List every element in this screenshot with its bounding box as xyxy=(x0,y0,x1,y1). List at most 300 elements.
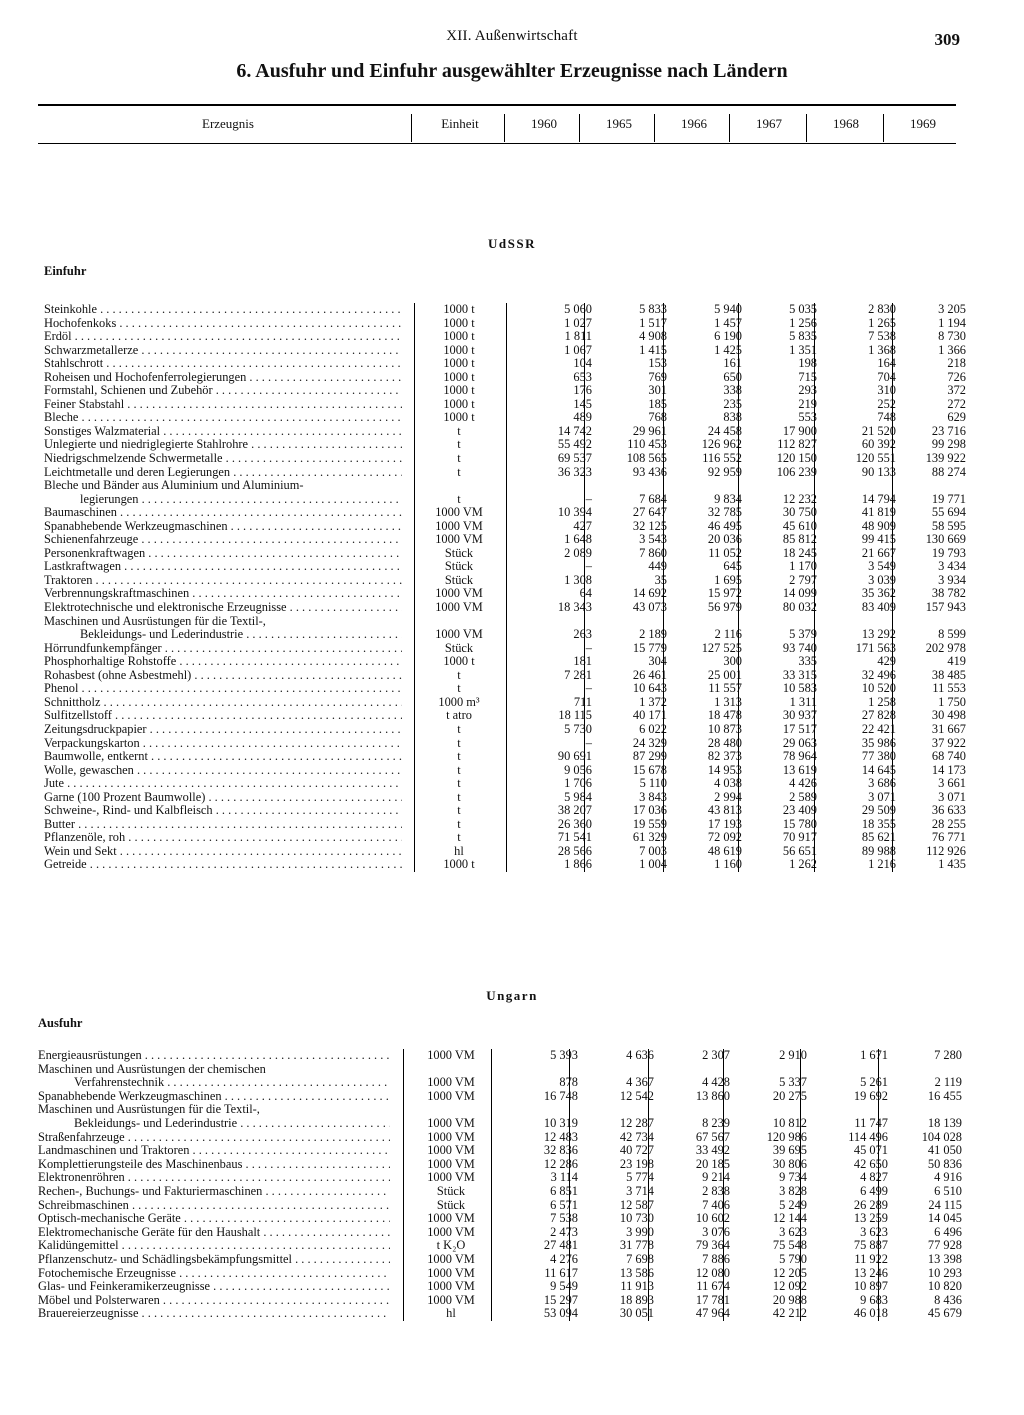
row-value-1969: 14 173 xyxy=(931,762,966,777)
row-value-1967: 12 092 xyxy=(772,1279,807,1294)
row-value-1967: 553 xyxy=(798,410,817,425)
row-label xyxy=(44,371,402,385)
header-divider xyxy=(729,114,730,142)
column-divider xyxy=(723,1049,724,1321)
row-value-1965: 108 565 xyxy=(626,451,667,466)
row-label xyxy=(44,411,402,425)
row-unit: Stück xyxy=(444,640,474,655)
row-label-text: Formstahl, Schienen und Zubehör xyxy=(44,384,213,398)
row-value-1968: 35 362 xyxy=(861,586,896,601)
row-label xyxy=(80,628,402,642)
row-value-1969: 1 435 xyxy=(938,857,966,872)
row-value-1966: 46 495 xyxy=(707,518,742,533)
row-value-1968: 89 988 xyxy=(861,843,896,858)
row-value-1969: 202 978 xyxy=(925,640,966,655)
row-value-1969: 272 xyxy=(947,396,966,411)
table-row xyxy=(44,520,964,534)
row-value-1969: 50 836 xyxy=(927,1156,962,1171)
row-value-1968: 3 071 xyxy=(868,789,896,804)
row-value-1969: 218 xyxy=(947,356,966,371)
row-label xyxy=(44,547,402,561)
row-value-1969: 41 050 xyxy=(927,1143,962,1158)
row-label xyxy=(38,1090,390,1104)
row-value-1960: – xyxy=(585,681,592,696)
row-value-1969: 36 633 xyxy=(931,803,966,818)
row-value-1969: 30 498 xyxy=(931,708,966,723)
table-row xyxy=(38,1171,964,1185)
row-unit: hl xyxy=(454,843,464,858)
row-value-1966: 6 190 xyxy=(714,329,742,344)
row-label xyxy=(44,303,402,317)
row-value-1968: 48 909 xyxy=(861,518,896,533)
row-value-1960: 18 343 xyxy=(557,600,592,615)
column-divider xyxy=(414,303,415,872)
row-value-1967: 5 035 xyxy=(789,302,817,316)
row-value-1967: 18 245 xyxy=(782,545,817,560)
row-label-text: Glas- und Feinkeramikerzeugnisse xyxy=(38,1280,211,1294)
row-value-1966: 650 xyxy=(723,369,742,384)
row-value-1960: 4 276 xyxy=(550,1251,578,1266)
row-value-1960: 145 xyxy=(573,396,592,411)
row-value-1960: 1 027 xyxy=(564,315,592,330)
row-value-1965: 15 678 xyxy=(632,762,667,777)
row-value-1966: 116 552 xyxy=(702,451,742,466)
table-row xyxy=(44,371,964,385)
row-value-1969: 130 669 xyxy=(925,532,966,547)
row-label xyxy=(38,1280,390,1294)
row-label-text: Schweine-, Rind- und Kalbfleisch xyxy=(44,804,213,818)
column-divider xyxy=(738,303,739,872)
row-value-1965: 35 xyxy=(654,572,667,587)
row-value-1965: 153 xyxy=(648,356,667,371)
row-value-1969: 99 298 xyxy=(931,437,966,452)
row-value-1966: 2 307 xyxy=(702,1048,730,1062)
row-label xyxy=(44,452,402,466)
row-label-text: Optisch-mechanische Geräte xyxy=(38,1212,181,1226)
row-value-1967: 3 828 xyxy=(779,1183,807,1198)
row-value-1969: 104 028 xyxy=(921,1129,962,1144)
row-unit: Stück xyxy=(436,1183,466,1198)
row-value-1965: 7 003 xyxy=(639,843,667,858)
row-value-1966: 11 674 xyxy=(696,1279,730,1294)
row-value-1967: 75 548 xyxy=(772,1238,807,1253)
row-value-1967: 106 239 xyxy=(776,464,817,479)
header-divider xyxy=(806,114,807,142)
row-value-1960: 3 114 xyxy=(550,1170,578,1185)
row-value-1960: 14 742 xyxy=(557,423,592,438)
row-value-1968: 46 018 xyxy=(853,1306,888,1321)
row-value-1969: 419 xyxy=(947,654,966,669)
row-value-1966: 20 036 xyxy=(707,532,742,547)
row-label xyxy=(38,1307,390,1321)
row-value-1965: 19 559 xyxy=(632,816,667,831)
row-label-text: Schreibmaschinen xyxy=(38,1198,129,1212)
table-row xyxy=(44,317,964,331)
table-row xyxy=(44,791,964,805)
row-label xyxy=(44,804,402,818)
row-value-1969: 8 599 xyxy=(938,627,966,642)
row-value-1968: 3 686 xyxy=(868,776,896,791)
table-row xyxy=(44,587,964,601)
row-value-1966: 18 478 xyxy=(707,708,742,723)
table-row xyxy=(44,723,964,737)
row-value-1967: 293 xyxy=(798,383,817,398)
row-value-1960: 53 094 xyxy=(543,1306,578,1321)
row-value-1968: 1 368 xyxy=(868,342,896,357)
row-unit: t xyxy=(457,423,461,438)
row-value-1966: 300 xyxy=(723,654,742,669)
row-value-1965: 449 xyxy=(648,559,667,574)
column-divider xyxy=(491,1049,492,1321)
row-unit: 1000 VM xyxy=(427,1251,475,1266)
row-value-1968: 429 xyxy=(877,654,896,669)
header-year: 1966 xyxy=(681,116,707,131)
table-row xyxy=(44,547,964,561)
row-unit: 1000 VM xyxy=(427,1265,475,1280)
table-row xyxy=(44,777,964,791)
row-label xyxy=(44,587,402,601)
row-value-1967: 10 583 xyxy=(782,681,817,696)
row-value-1965: 30 051 xyxy=(619,1306,654,1321)
row-unit: t xyxy=(457,681,461,696)
row-value-1968: 83 409 xyxy=(861,600,896,615)
row-value-1968: 11 747 xyxy=(854,1115,888,1130)
row-value-1968: 11 922 xyxy=(854,1251,888,1266)
row-value-1965: 12 287 xyxy=(619,1115,654,1130)
row-label-text: Wolle, gewaschen xyxy=(44,763,134,777)
row-unit: 1000 VM xyxy=(427,1279,475,1294)
row-unit: 1000 VM xyxy=(427,1048,475,1062)
table-row xyxy=(44,764,964,778)
row-value-1966: 20 185 xyxy=(695,1156,730,1171)
row-label xyxy=(38,1253,390,1267)
row-value-1968: 32 496 xyxy=(861,667,896,682)
row-label-text: Maschinen und Ausrüstungen der chemischen xyxy=(38,1062,266,1076)
row-value-1969: 7 280 xyxy=(934,1048,962,1062)
row-label-text: Sonstiges Walzmaterial xyxy=(44,424,161,438)
row-value-1960: – xyxy=(585,491,592,506)
row-value-1965: 301 xyxy=(648,383,667,398)
row-value-1967: 56 651 xyxy=(782,843,817,858)
row-value-1966: 10 873 xyxy=(707,721,742,736)
row-value-1965: 15 779 xyxy=(632,640,667,655)
row-value-1968: 26 289 xyxy=(853,1197,888,1212)
row-value-1965: 18 893 xyxy=(619,1292,654,1307)
row-value-1966: 32 785 xyxy=(707,505,742,520)
row-value-1965: 4 636 xyxy=(626,1048,654,1062)
table-row xyxy=(38,1226,964,1240)
row-unit: t xyxy=(457,803,461,818)
row-value-1965: 7 684 xyxy=(639,491,667,506)
row-value-1965: 6 022 xyxy=(639,721,667,736)
row-value-1966: 161 xyxy=(723,356,742,371)
row-label xyxy=(80,493,402,507)
row-value-1968: 120 551 xyxy=(855,451,896,466)
row-label xyxy=(44,330,402,344)
row-label-text: Baumaschinen xyxy=(44,506,117,520)
header-unit: Einheit xyxy=(441,116,479,131)
row-value-1967: 4 426 xyxy=(789,776,817,791)
row-value-1967: 30 937 xyxy=(782,708,817,723)
row-label xyxy=(44,357,402,371)
row-value-1960: 38 207 xyxy=(557,803,592,818)
column-divider xyxy=(648,1049,649,1321)
row-value-1965: 24 329 xyxy=(632,735,667,750)
row-value-1960: 55 492 xyxy=(557,437,592,452)
row-value-1966: 235 xyxy=(723,396,742,411)
row-label xyxy=(38,1144,390,1158)
row-label-text: Phosphorhaltige Rohstoffe xyxy=(44,655,177,669)
row-value-1960: 6 571 xyxy=(550,1197,578,1212)
row-value-1966: 15 972 xyxy=(707,586,742,601)
row-value-1960: 653 xyxy=(573,369,592,384)
table-row xyxy=(44,425,964,439)
row-value-1968: 27 828 xyxy=(861,708,896,723)
row-value-1967: 20 988 xyxy=(772,1292,807,1307)
row-unit: 1000 t xyxy=(443,857,475,872)
row-value-1967: 13 619 xyxy=(782,762,817,777)
row-label-text: Hochofenkoks xyxy=(44,316,117,330)
row-value-1960: 263 xyxy=(573,627,592,642)
table-row xyxy=(38,1158,964,1172)
header-year: 1965 xyxy=(606,116,632,131)
column-divider xyxy=(569,1049,570,1321)
row-value-1968: 29 509 xyxy=(861,803,896,818)
row-value-1968: 13 259 xyxy=(853,1211,888,1226)
row-unit: t xyxy=(457,464,461,479)
row-label xyxy=(44,818,402,832)
row-unit: t atro xyxy=(446,708,472,723)
row-value-1960: 181 xyxy=(573,654,592,669)
row-value-1967: 10 812 xyxy=(772,1115,807,1130)
row-value-1966: 43 813 xyxy=(707,803,742,818)
row-label-text: Bleche und Bänder aus Aluminium und Aluminium- xyxy=(44,479,304,493)
row-value-1968: 21 520 xyxy=(861,423,896,438)
row-value-1965: 304 xyxy=(648,654,667,669)
row-value-1966: 12 080 xyxy=(695,1265,730,1280)
row-value-1960: 1 811 xyxy=(564,329,592,344)
table-row xyxy=(44,574,964,588)
table-row xyxy=(38,1199,964,1213)
row-value-1965: 110 453 xyxy=(627,437,667,452)
row-value-1965: 185 xyxy=(648,396,667,411)
table-row xyxy=(44,533,964,547)
table-row xyxy=(44,750,964,764)
row-value-1960: – xyxy=(585,735,592,750)
row-label xyxy=(44,831,402,845)
row-value-1968: 18 355 xyxy=(861,816,896,831)
row-label-text: Traktoren xyxy=(44,573,93,587)
section-title-udssr: UdSSR xyxy=(488,236,536,251)
row-value-1966: 79 364 xyxy=(695,1238,730,1253)
row-value-1969: 3 661 xyxy=(938,776,966,791)
row-value-1967: 3 623 xyxy=(779,1224,807,1239)
table-row xyxy=(44,831,964,845)
row-value-1968: 1 216 xyxy=(868,857,896,872)
row-value-1968: 60 392 xyxy=(861,437,896,452)
row-unit: 1000 t xyxy=(443,302,475,316)
table-row xyxy=(44,506,964,520)
row-label xyxy=(44,466,402,480)
row-label-text: Verfahrenstechnik xyxy=(74,1076,165,1090)
row-value-1967: 1 256 xyxy=(789,315,817,330)
row-value-1968: 171 563 xyxy=(855,640,896,655)
row-value-1960: 104 xyxy=(573,356,592,371)
row-value-1967: 9 734 xyxy=(779,1170,807,1185)
row-value-1968: 45 071 xyxy=(853,1143,888,1158)
subsection-ausfuhr: Ausfuhr xyxy=(38,1016,83,1030)
subsection-einfuhr: Einfuhr xyxy=(44,264,87,278)
row-value-1969: 3 934 xyxy=(938,572,966,587)
row-value-1960: 9 549 xyxy=(550,1279,578,1294)
row-value-1965: 1 517 xyxy=(639,315,667,330)
row-value-1969: 6 510 xyxy=(934,1183,962,1198)
row-value-1968: 748 xyxy=(877,410,896,425)
row-value-1960: 10 319 xyxy=(543,1115,578,1130)
row-value-1966: 838 xyxy=(723,410,742,425)
row-unit: Stück xyxy=(436,1197,466,1212)
row-value-1969: 2 119 xyxy=(934,1075,962,1090)
row-value-1968: 85 621 xyxy=(861,830,896,845)
row-value-1960: 1 866 xyxy=(564,857,592,872)
row-label xyxy=(44,317,402,331)
table-row xyxy=(44,628,964,642)
row-value-1966: 4 428 xyxy=(702,1075,730,1090)
row-value-1960: 36 323 xyxy=(557,464,592,479)
row-unit: 1000 VM xyxy=(427,1211,475,1226)
row-value-1967: 30 806 xyxy=(772,1156,807,1171)
row-label-text: Schienenfahrzeuge xyxy=(44,533,139,547)
row-value-1967: 2 589 xyxy=(789,789,817,804)
row-label-text: Leichtmetalle und deren Legierungen xyxy=(44,465,231,479)
row-label xyxy=(44,709,402,723)
row-value-1967: 12 232 xyxy=(782,491,817,506)
row-value-1969: 55 694 xyxy=(931,505,966,520)
row-unit: t xyxy=(457,721,461,736)
row-value-1965: 3 714 xyxy=(626,1183,654,1198)
row-value-1967: 12 144 xyxy=(772,1211,807,1226)
row-value-1967: 2 797 xyxy=(789,572,817,587)
table-row xyxy=(44,411,964,425)
row-value-1968: 3 549 xyxy=(868,559,896,574)
row-unit: 1000 t xyxy=(443,329,475,344)
row-value-1965: 4 908 xyxy=(639,329,667,344)
row-value-1965: 42 734 xyxy=(619,1129,654,1144)
row-value-1969: 629 xyxy=(947,410,966,425)
row-label xyxy=(44,384,402,398)
table-row xyxy=(44,818,964,832)
section-title-ungarn: Ungarn xyxy=(486,988,538,1003)
row-label-text: Landmaschinen und Traktoren xyxy=(38,1144,190,1158)
row-label-text: Rechen-, Buchungs- und Fakturiermaschinen xyxy=(38,1184,263,1198)
row-value-1969: 88 274 xyxy=(931,464,966,479)
row-value-1960: 2 473 xyxy=(550,1224,578,1239)
table-row xyxy=(44,682,964,696)
row-value-1969: 8 730 xyxy=(938,329,966,344)
row-value-1966: 25 001 xyxy=(707,667,742,682)
row-value-1965: 87 299 xyxy=(632,749,667,764)
header-product: Erzeugnis xyxy=(202,116,254,131)
row-value-1967: 5 790 xyxy=(779,1251,807,1266)
row-label-text: Jute xyxy=(44,777,64,791)
row-value-1968: 4 827 xyxy=(860,1170,888,1185)
table-title: 6. Ausfuhr und Einfuhr ausgewählter Erzeugnisse nach Ländern xyxy=(236,60,788,82)
row-label-text: Getreide xyxy=(44,858,87,872)
row-value-1966: 1 425 xyxy=(714,342,742,357)
row-unit: 1000 t xyxy=(443,315,475,330)
row-unit: 1000 VM xyxy=(427,1156,475,1171)
row-value-1969: 24 115 xyxy=(928,1197,962,1212)
row-value-1965: 12 542 xyxy=(619,1088,654,1103)
row-unit: 1000 t xyxy=(443,342,475,357)
row-value-1966: 2 994 xyxy=(714,789,742,804)
row-value-1966: 7 886 xyxy=(702,1251,730,1266)
row-value-1969: 38 485 xyxy=(931,667,966,682)
row-value-1967: 17 900 xyxy=(782,423,817,438)
header-year: 1960 xyxy=(531,116,557,131)
row-value-1967: 715 xyxy=(798,369,817,384)
row-value-1960: 28 566 xyxy=(557,843,592,858)
row-value-1967: 5 379 xyxy=(789,627,817,642)
row-label-text: Verpackungskarton xyxy=(44,736,140,750)
row-value-1965: 93 436 xyxy=(632,464,667,479)
row-label-text: Bekleidungs- und Lederindustrie xyxy=(74,1116,238,1130)
row-label-text: Energieausrüstungen xyxy=(38,1049,142,1062)
row-label-text: Schnittholz xyxy=(44,695,101,709)
row-value-1968: 3 039 xyxy=(868,572,896,587)
row-label-text: Bleche xyxy=(44,411,79,425)
row-label-text: Sulfitzellstoff xyxy=(44,709,112,723)
row-value-1969: 11 553 xyxy=(932,681,966,696)
row-unit: t xyxy=(457,667,461,682)
row-value-1967: 23 409 xyxy=(782,803,817,818)
row-value-1969: 19 793 xyxy=(931,545,966,560)
row-value-1966: 2 838 xyxy=(702,1183,730,1198)
table-row xyxy=(38,1294,964,1308)
row-value-1969: 76 771 xyxy=(931,830,966,845)
row-label-text: Elektromechanische Geräte für den Haushalt xyxy=(38,1225,261,1239)
row-value-1960: 5 393 xyxy=(550,1048,578,1062)
row-value-1969: 45 679 xyxy=(927,1306,962,1321)
row-value-1965: 12 587 xyxy=(619,1197,654,1212)
row-value-1965: 5 110 xyxy=(639,776,667,791)
row-value-1965: 29 961 xyxy=(632,423,667,438)
header-divider xyxy=(504,114,505,142)
column-divider xyxy=(814,303,815,872)
row-value-1969: 8 436 xyxy=(934,1292,962,1307)
row-value-1966: 28 480 xyxy=(707,735,742,750)
row-label xyxy=(38,1103,390,1117)
row-value-1960: 7 538 xyxy=(550,1211,578,1226)
row-value-1960: 5 060 xyxy=(564,302,592,316)
row-label xyxy=(44,479,402,493)
row-value-1965: 3 843 xyxy=(639,789,667,804)
row-value-1965: 23 198 xyxy=(619,1156,654,1171)
row-value-1968: 35 986 xyxy=(861,735,896,750)
table-row xyxy=(44,845,964,859)
row-value-1966: 9 214 xyxy=(702,1170,730,1185)
row-value-1966: 7 406 xyxy=(702,1197,730,1212)
row-value-1967: 14 099 xyxy=(782,586,817,601)
table-row xyxy=(38,1212,964,1226)
row-value-1965: 10 730 xyxy=(619,1211,654,1226)
table-row xyxy=(38,1063,964,1077)
row-value-1967: 12 205 xyxy=(772,1265,807,1280)
row-label-text: Hörrundfunkempfänger xyxy=(44,641,162,655)
table-row xyxy=(44,344,964,358)
row-label xyxy=(38,1185,390,1199)
row-value-1966: 2 116 xyxy=(714,627,742,642)
